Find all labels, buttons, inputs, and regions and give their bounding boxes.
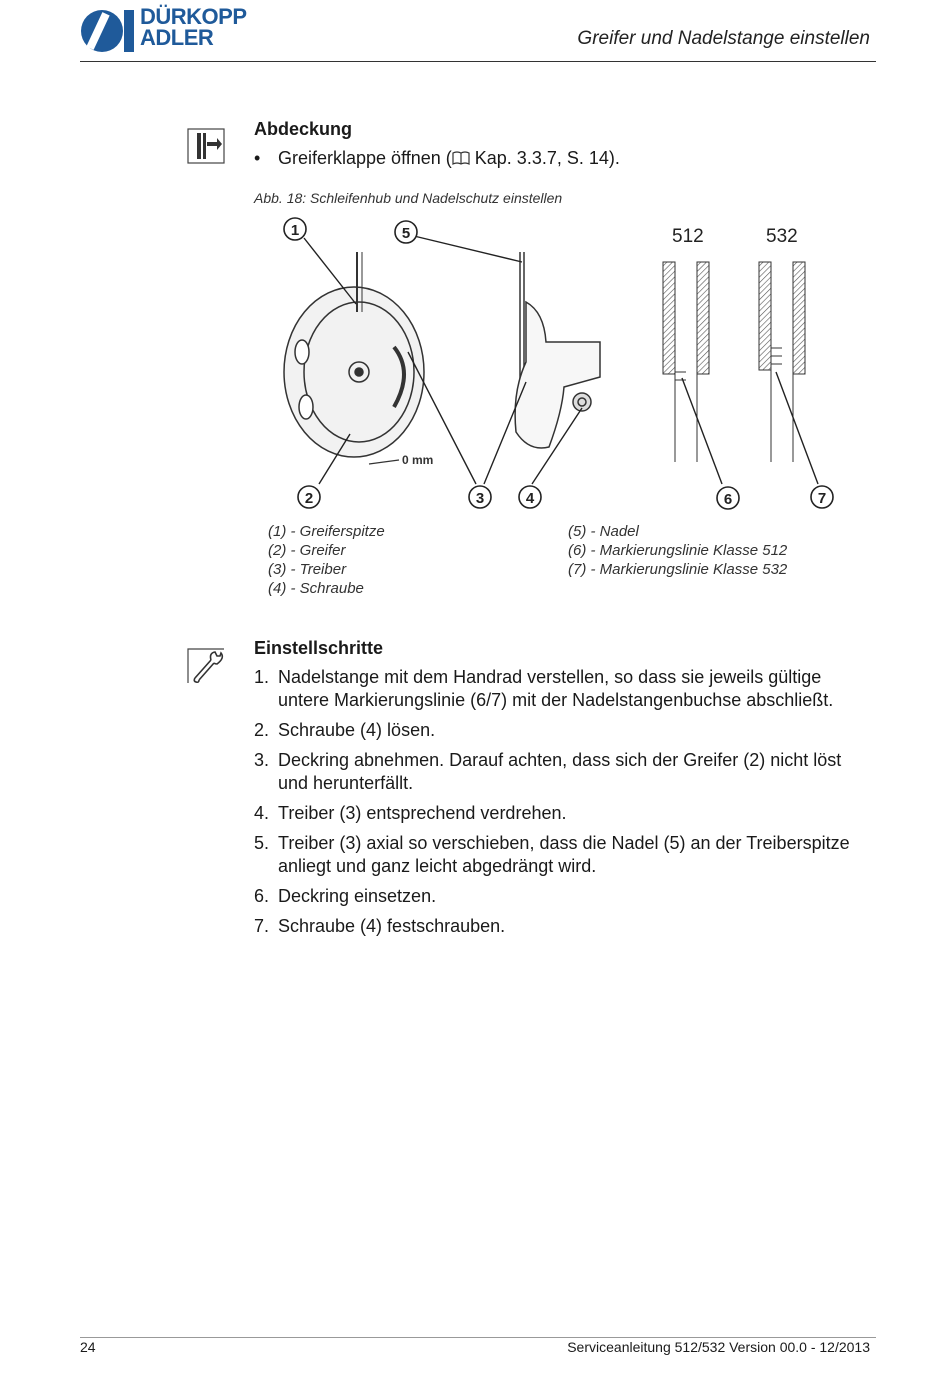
legend-item: (1) - Greiferspitze bbox=[268, 523, 385, 540]
callout-2 bbox=[298, 486, 320, 508]
legend-item: (4) - Schraube bbox=[268, 580, 364, 597]
hook-drawing bbox=[284, 252, 424, 457]
list-item: 4. Treiber (3) entsprechend verdrehen. bbox=[254, 803, 567, 823]
legend-item: (2) - Greifer bbox=[268, 542, 346, 559]
cover-open-icon bbox=[187, 128, 225, 164]
list-item: 6. Deckring einsetzen. bbox=[254, 886, 437, 906]
callout-5 bbox=[395, 221, 417, 243]
svg-text:7: 7 bbox=[817, 490, 827, 507]
svg-text:6: 6 bbox=[723, 491, 733, 508]
brand-line-1: DÜRKOPP bbox=[140, 4, 247, 29]
list-item: 2. Schraube (4) lösen. bbox=[254, 720, 436, 740]
steps-list bbox=[254, 666, 874, 945]
figure-caption: Abb. 18: Schleifenhub und Nadelschutz einstellen bbox=[254, 190, 563, 206]
legend-item: (6) - Markierungslinie Klasse 512 bbox=[568, 542, 788, 559]
list-item: 1. Nadelstange mit dem Handrad verstellen, so dass sie jeweils gültige untere Markierungslinie (6/7) mit der Nadelstangenbuchse abschließt. bbox=[254, 667, 834, 710]
figure-hook-illustration bbox=[264, 212, 844, 512]
figure-legend-right bbox=[568, 522, 787, 579]
figure-legend-left bbox=[268, 522, 385, 598]
svg-text:5: 5 bbox=[401, 225, 411, 242]
driver-drawing bbox=[515, 252, 600, 448]
footer-divider bbox=[80, 1337, 876, 1338]
callout-1 bbox=[284, 218, 306, 240]
wrench-icon bbox=[187, 648, 225, 684]
page-number: 24 bbox=[80, 1339, 96, 1355]
measure-label: 0 mm bbox=[402, 453, 434, 467]
bullet-dot: • bbox=[254, 148, 261, 168]
label-532: 532 bbox=[766, 226, 798, 247]
brand-name bbox=[140, 6, 247, 48]
legend-item: (3) - Treiber bbox=[268, 561, 347, 578]
measure-mark bbox=[369, 453, 433, 467]
callout-7 bbox=[811, 486, 833, 508]
legend-item: (5) - Nadel bbox=[568, 523, 639, 540]
page-title: Greifer und Nadelstange einstellen bbox=[577, 28, 870, 49]
svg-text:1: 1 bbox=[290, 222, 300, 239]
callout-6 bbox=[717, 487, 739, 509]
steps-heading: Einstellschritte bbox=[254, 638, 384, 658]
svg-text:2: 2 bbox=[304, 490, 314, 507]
cover-bullet bbox=[254, 148, 620, 169]
brand-line-2: ADLER bbox=[140, 25, 214, 50]
list-item: 7. Schraube (4) festschrauben. bbox=[254, 916, 506, 936]
svg-text:4: 4 bbox=[525, 490, 535, 507]
cover-heading: Abdeckung bbox=[254, 119, 353, 139]
list-item: 3. Deckring abnehmen. Darauf achten, dass sich der Greifer (2) nicht löst und herunterfällt. bbox=[254, 750, 842, 793]
list-item: 5. Treiber (3) axial so verschieben, dass die Nadel (5) an der Treiberspitze anliegt und ganz leicht abgedrängt wird. bbox=[254, 833, 850, 876]
cover-bullet-ref[interactable]: Kap. 3.3.7, S. 14). bbox=[469, 148, 620, 168]
cover-bullet-text: Greiferklappe öffnen ( bbox=[278, 148, 452, 168]
callout-4 bbox=[519, 486, 541, 508]
callout-3 bbox=[469, 486, 491, 508]
header-divider bbox=[80, 61, 876, 62]
svg-text:3: 3 bbox=[475, 490, 485, 507]
label-512: 512 bbox=[672, 226, 704, 247]
document-version: Serviceanleitung 512/532 Version 00.0 - 12/2013 bbox=[567, 1339, 870, 1355]
logo-mark-icon bbox=[80, 8, 140, 54]
legend-item: (7) - Markierungslinie Klasse 532 bbox=[568, 561, 788, 578]
book-icon bbox=[452, 149, 470, 163]
